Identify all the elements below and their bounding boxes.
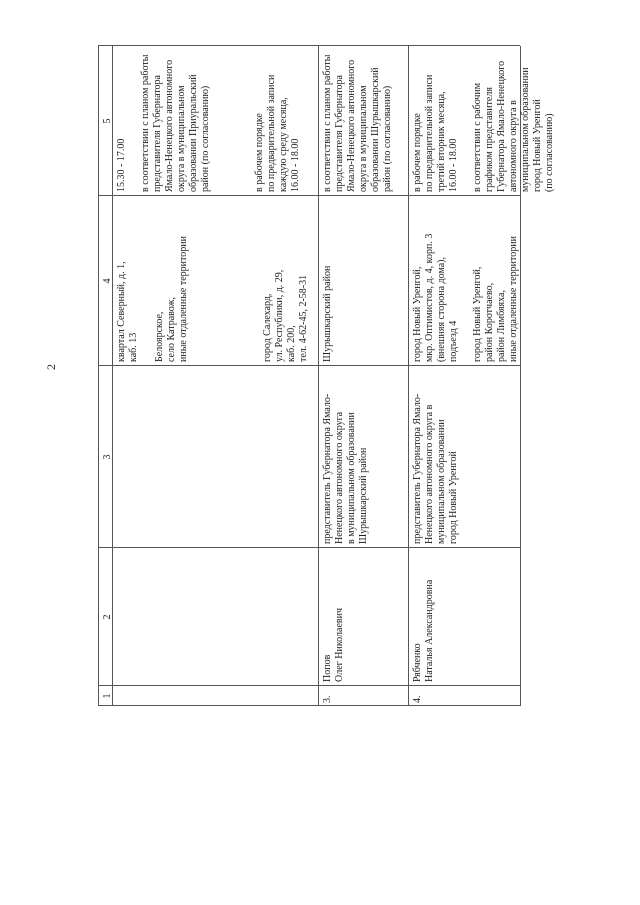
schedule-block: в соответствии с планом работы представителя Губернатора Ямало-Ненецкого автономного округа в муниципальном образовании Приуральский район (по согласованию) — [140, 54, 211, 192]
schedule-block: 15.30 - 17.00 — [116, 138, 127, 192]
col-line — [98, 365, 520, 366]
person-position: представитель Губернатора Ямало- Ненецкого автономного округа в муниципальном образовании город Новый Уренгой — [412, 393, 459, 544]
address-block: город Салехард, ул. Республики, д. 29, каб. 200, тел. 4-62-45, 2-58-31 — [262, 269, 309, 362]
address-block: квартал Северный, д. 1, каб. 13 — [116, 261, 139, 362]
row-divider — [318, 46, 319, 706]
schedule-block: в соответствии с рабочим графиком представителя Губернатора Ямало-Ненецкого автономного округа в муниципальном образовании город Новый Уренгой (по согласованию) — [472, 60, 555, 192]
person-name: Попов Олег Николаевич — [322, 607, 345, 682]
row-number: 3. — [322, 695, 333, 703]
schedule-block: в рабочем порядке по предварительной записи каждую среду месяца, 16.00 - 18.00 — [254, 74, 301, 192]
row-number: 4. — [412, 695, 423, 703]
col-line — [98, 685, 520, 686]
col-border — [98, 705, 520, 706]
person-position: представитель Губернатора Ямало- Ненецкого автономного округа в муниципальном образовании Шурышкарский район — [322, 393, 369, 544]
address-block: Белоярское, село Катравож, иные отдаленные территории — [154, 236, 189, 362]
col-line — [98, 547, 520, 548]
address-block: город Новый Уренгой, район Коротчаево, район Лимбяяха, иные отдаленные территории — [472, 236, 519, 362]
header-col-2: 2 — [102, 614, 113, 620]
address-block: город Новый Уренгой, мкр. Оптимистов, д. 4, корп. 3 (внешняя сторона дома), подъезд 4 — [412, 233, 459, 362]
rotated-table — [98, 46, 555, 706]
col-line — [98, 195, 520, 196]
person-name: Рябченко Наталья Александровна — [412, 579, 435, 682]
header-col-4: 4 — [102, 278, 113, 284]
page-number: 2 — [44, 364, 58, 370]
row-divider — [408, 46, 409, 706]
schedule-block: в рабочем порядке по предварительной записи третий вторник месяца, 16.00 - 18.00 — [412, 74, 459, 192]
table-border-top — [98, 46, 99, 706]
header-col-3: 3 — [102, 454, 113, 460]
col-border — [98, 45, 520, 46]
address-block: Шурышкарский район — [322, 265, 333, 362]
header-col-5: 5 — [102, 118, 113, 124]
schedule-block: в соответствии с планом работы представителя Губернатора Ямало-Ненецкого автономного округа в муниципальном образовании Шурышкарский район (по согласованию) — [322, 54, 393, 192]
header-col-1: 1 — [102, 693, 113, 699]
